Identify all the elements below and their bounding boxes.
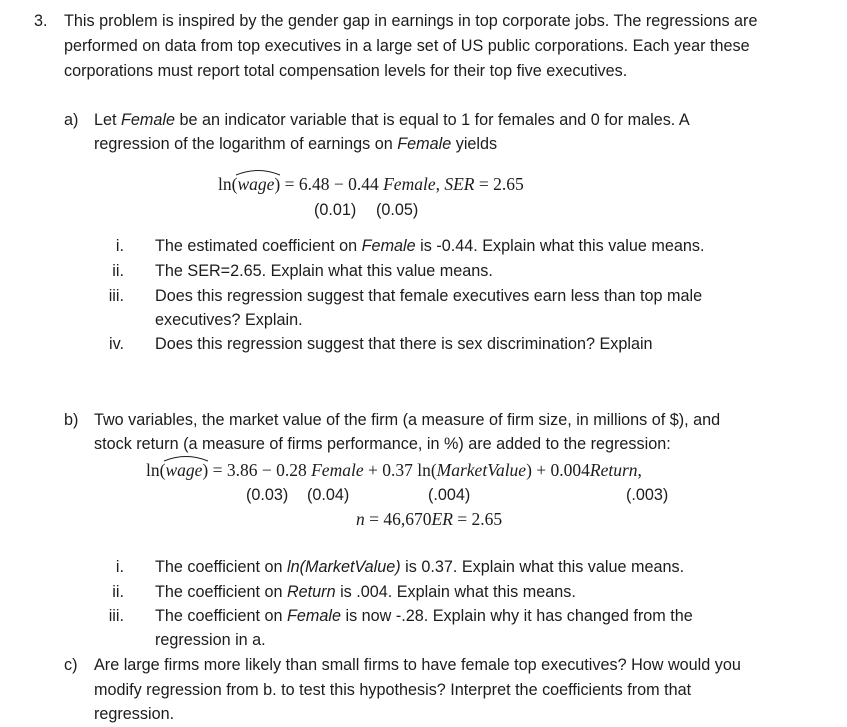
hat-icon xyxy=(236,168,280,176)
question-text: The coefficient on Return is .004. Explain what this means. xyxy=(155,583,576,601)
question-number: iv. xyxy=(109,335,124,353)
sample-stats: n = 46,670ER = 2.65 xyxy=(356,509,503,529)
part-b-label: b) xyxy=(64,411,79,429)
equation-b: ln(wage ) = 3.86 − 0.28 Female + 0.37 ln(MarketValue) + 0.004Return, xyxy=(146,460,642,480)
part-b-line2: stock return (a measure of firms performance, in %) are added to the regression: xyxy=(94,435,671,453)
question-text-cont: executives? Explain. xyxy=(155,311,303,329)
question-number: iii. xyxy=(108,607,124,625)
question-text: The SER=2.65. Explain what this value means. xyxy=(155,262,493,280)
part-c-line: regression. xyxy=(94,705,175,723)
part-a-label: a) xyxy=(64,111,79,129)
question-number: i. xyxy=(115,558,124,576)
intro-line: This problem is inspired by the gender gap in earnings in top corporate jobs. The regressions are xyxy=(64,12,758,30)
intro-line: performed on data from top executives in a large set of US public corporations. Each year these xyxy=(64,37,750,55)
question-number: i. xyxy=(115,237,124,255)
std-error: (.004) xyxy=(428,486,471,504)
std-error: (0.03) xyxy=(246,486,289,504)
wage-hat: wage xyxy=(165,460,202,480)
question-text-cont: regression in a. xyxy=(155,631,266,649)
part-c-label: c) xyxy=(64,656,78,674)
problem-number: 3. xyxy=(34,12,48,30)
part-a-line1: Let Female be an indicator variable that is equal to 1 for females and 0 for males. A xyxy=(94,111,690,129)
question-text: The coefficient on Female is now -.28. Explain why it has changed from the xyxy=(155,607,693,625)
wage-hat: wage xyxy=(237,174,274,194)
std-error: (0.04) xyxy=(307,486,350,504)
question-number: ii. xyxy=(112,583,124,601)
question-number: iii. xyxy=(108,287,124,305)
std-error: (.003) xyxy=(626,486,669,504)
question-number: ii. xyxy=(112,262,124,280)
question-text: Does this regression suggest that there is sex discrimination? Explain xyxy=(155,335,653,353)
intro-line: corporations must report total compensation levels for their top five executives. xyxy=(64,62,628,80)
hat-icon xyxy=(164,454,208,462)
question-text: The coefficient on ln(MarketValue) is 0.37. Explain what this value means. xyxy=(155,558,685,576)
part-a-line2: regression of the logarithm of earnings on Female yields xyxy=(94,135,498,153)
part-c-line: Are large firms more likely than small firms to have female top executives? How would you xyxy=(94,656,741,674)
std-error: (0.05) xyxy=(376,201,419,219)
question-text: The estimated coefficient on Female is -0.44. Explain what this value means. xyxy=(155,237,705,255)
equation-a: ln(wage ) = 6.48 − 0.44 Female, SER = 2.65 xyxy=(218,174,524,194)
std-error: (0.01) xyxy=(314,201,357,219)
question-text: Does this regression suggest that female executives earn less than top male xyxy=(155,287,703,305)
part-c-line: modify regression from b. to test this hypothesis? Interpret the coefficients from that xyxy=(94,681,692,699)
part-b-line1: Two variables, the market value of the firm (a measure of firm size, in millions of $), and xyxy=(94,411,721,429)
